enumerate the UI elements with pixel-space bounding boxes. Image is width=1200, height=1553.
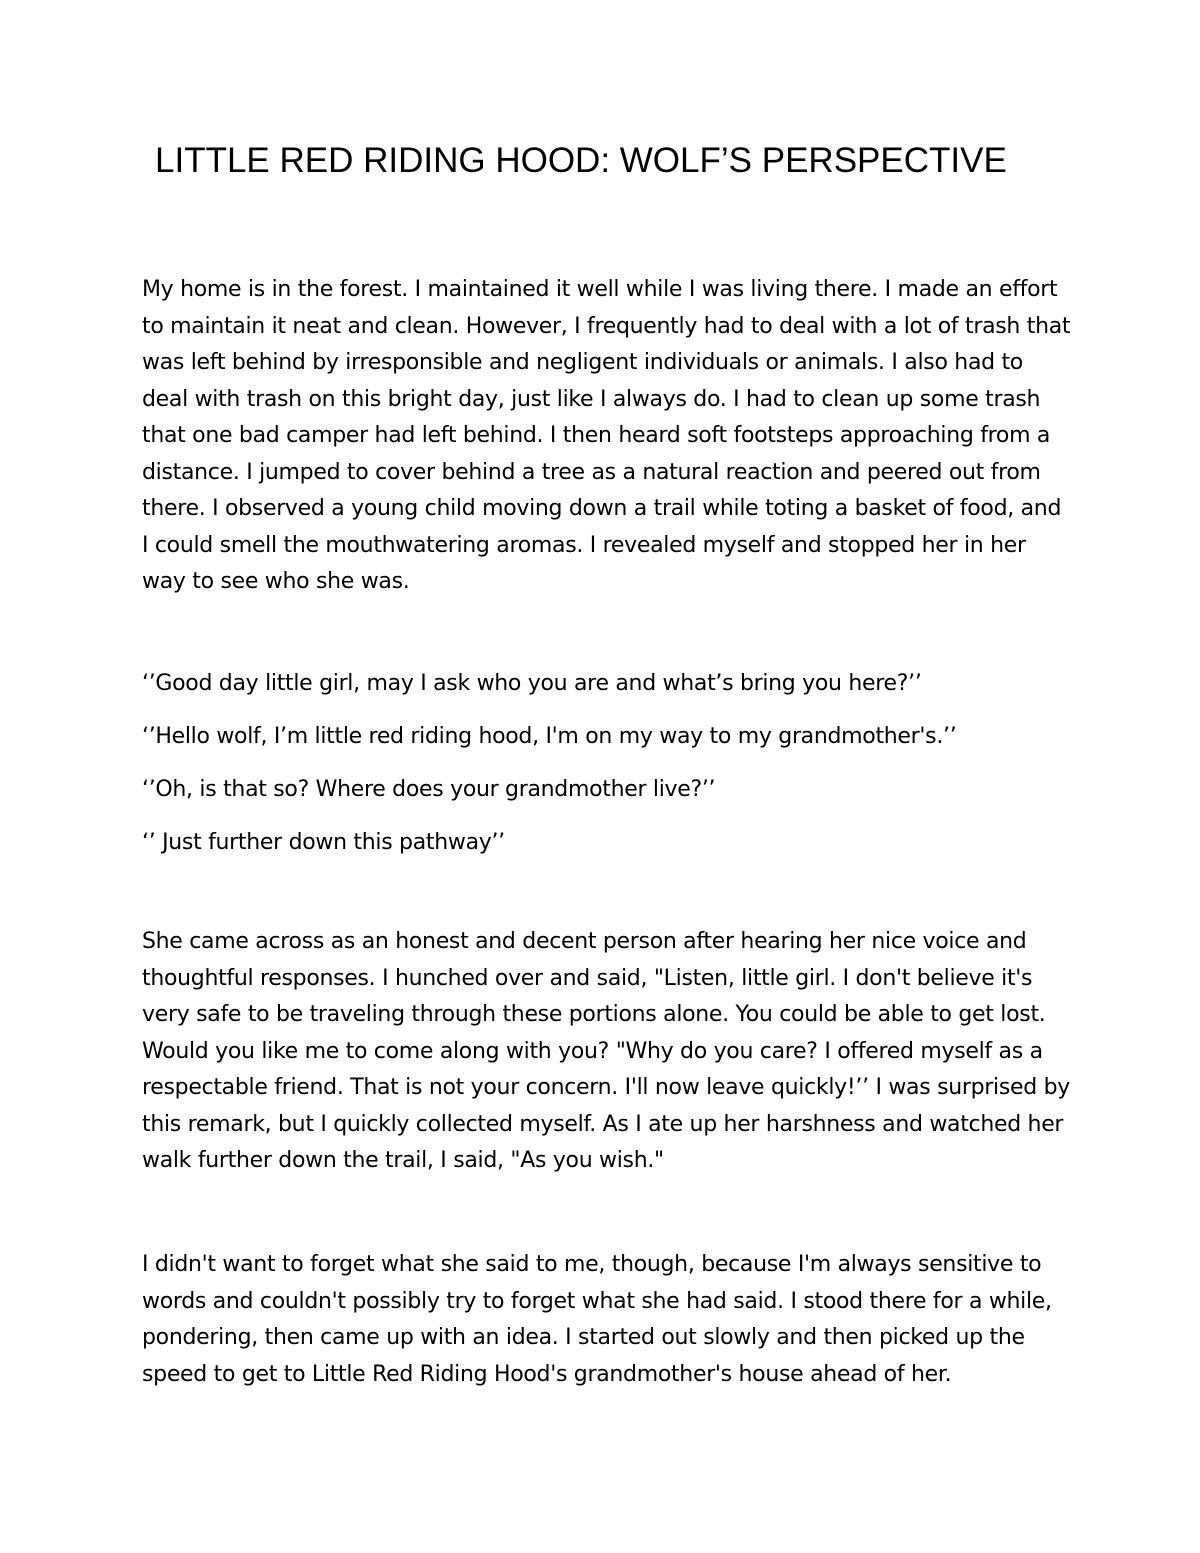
dialogue-line-1: ‘’Good day little girl, may I ask who you are and what’s bring you here?’’ [142, 671, 922, 696]
paragraph-1: My home is in the forest. I maintained it well while I was living there. I made an effort to maintain it neat and clean. However, I frequently had to deal with a lot of trash that was left behind by irresponsible and negligent individuals or animals. I also had to deal with trash on this bright day, just like I always do. I had to clean up some trash that one bad camper had left behind. I then heard soft footsteps approaching from a distance. I jumped to cover behind a tree as a natural reaction and peered out from there. I observed a young child moving down a trail while toting a basket of food, and I could smell the mouthwatering aromas. I revealed myself and stopped her in her way to see who she was. [142, 277, 1071, 594]
paragraph-2: She came across as an honest and decent person after hearing her nice voice and thoughtful responses. I hunched over and said, "Listen, little girl. I don't believe it's very safe to be traveling through these portions alone. You could be able to get lost. Would you like me to come along with you? "Why do you care? I offered myself as a respectable friend. That is not your concern. I'll now leave quickly!’’ I was surprised by this remark, but I quickly collected myself. As I ate up her harshness and watched her walk further down the trail, I said, "As you wish." [142, 929, 1070, 1173]
document-title: LITTLE RED RIDING HOOD: WOLF’S PERSPECTIVE [155, 141, 1007, 180]
dialogue-line-4: ‘’ Just further down this pathway’’ [142, 830, 505, 855]
paragraph-3: I didn't want to forget what she said to me, though, because I'm always sensitive to words and couldn't possibly try to forget what she had said. I stood there for a while, pondering, then came up with an idea. I started out slowly and then picked up the speed to get to Little Red Riding Hood's grandmother's house ahead of her. [142, 1252, 1052, 1387]
dialogue-line-2: ‘’Hello wolf, I’m little red riding hood, I'm on my way to my grandmother's.’’ [142, 724, 957, 749]
dialogue-block [142, 668, 1072, 880]
dialogue-line-3: ‘’Oh, is that so? Where does your grandmother live?’’ [142, 777, 716, 802]
